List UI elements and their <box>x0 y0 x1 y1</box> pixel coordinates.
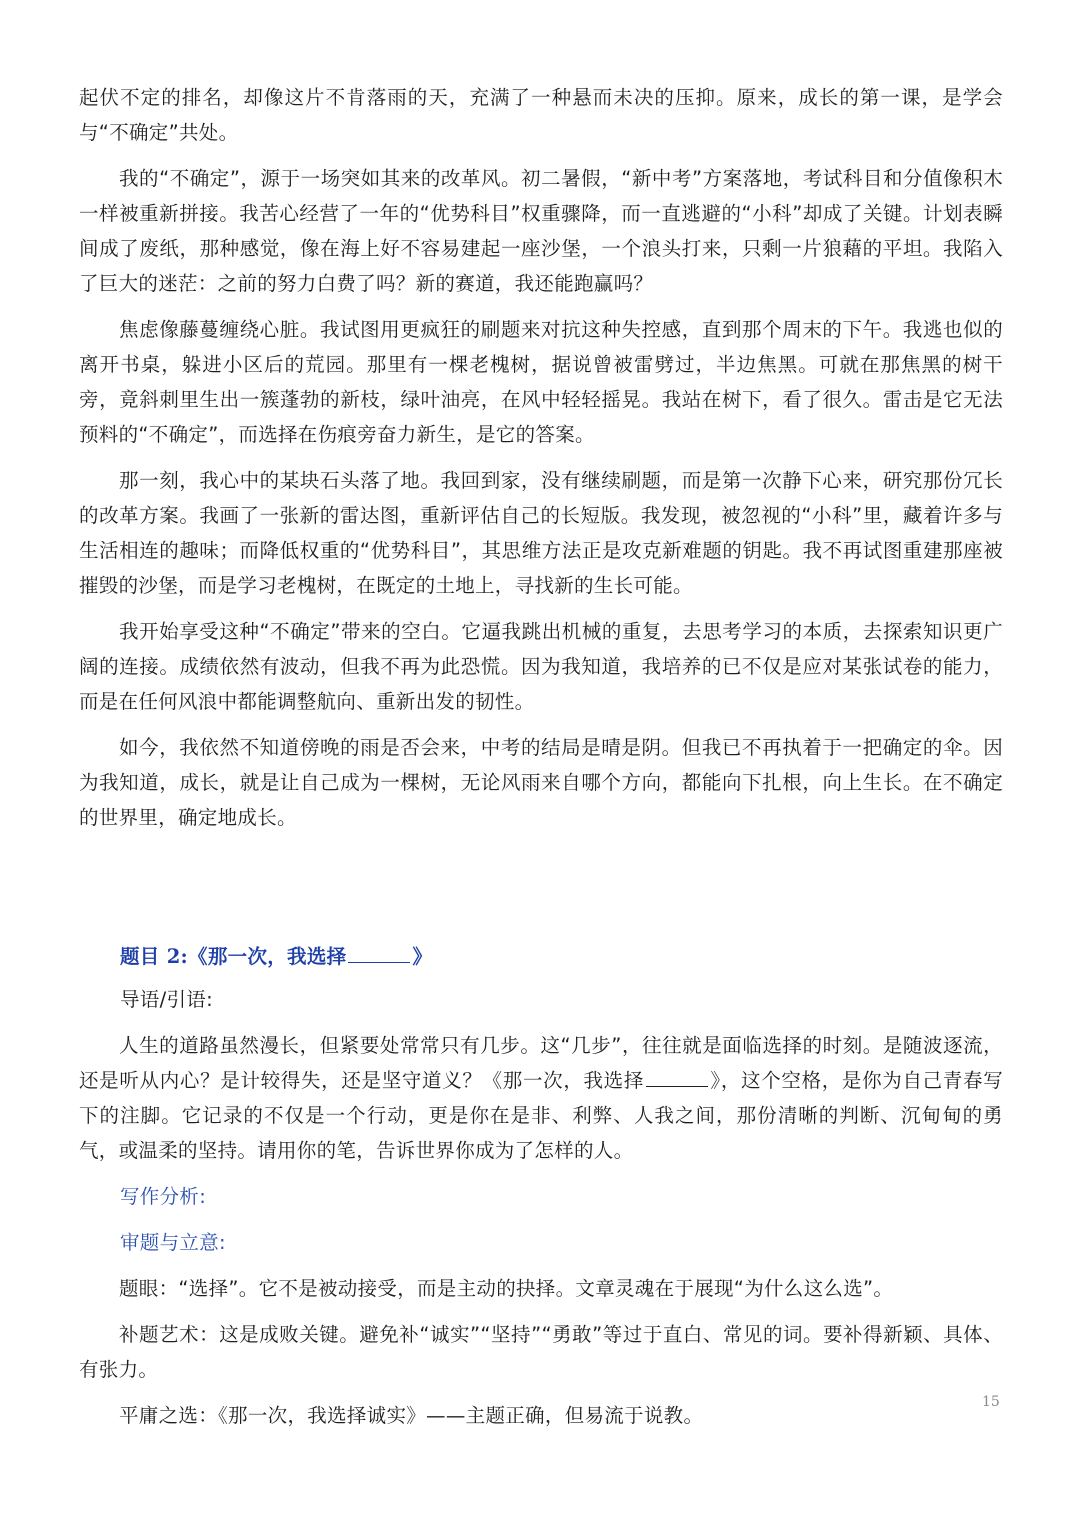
essay-paragraph: 我的“不确定”，源于一场突如其来的改革风。初二暑假，“新中考”方案落地，考试科目和分值像积木一样被重新拼接。我苦心经营了一年的“优势科目”权重骤降，而一直逃避的“小科”却成了关键。计划表瞬间成了废纸，那种感觉，像在海上好不容易建起一座沙堡，一个浪头打来，只剩一片狼藉的平坦。我陷入了巨大的迷茫：之前的努力白费了吗？新的赛道，我还能跑赢吗？ <box>79 167 1003 295</box>
review-label: 审题与立意: <box>120 1231 226 1254</box>
page-number: 15 <box>982 1394 1000 1410</box>
point-mediocre-choice: 平庸之选：《那一次，我选择诚实》——主题正确，但易流于说教。 <box>119 1404 704 1427</box>
essay-body <box>79 80 1003 835</box>
topic-title <box>79 939 1003 974</box>
essay-paragraph: 如今，我依然不知道傍晚的雨是否会来，中考的结局是晴是阴。但我已不再执着于一把确定的伞。因为我知道，成长，就是让自己成为一棵树，无论风雨来自哪个方向，都能向下扎根，向上生长。在不确定的世界里，确定地成长。 <box>79 736 1003 829</box>
analysis-label: 写作分析: <box>120 1185 207 1208</box>
point-fill-art: 补题艺术：这是成败关键。避免补“诚实”“坚持”“勇敢”等过于直白、常见的词。要补得新颖、具体、有张力。 <box>79 1323 1003 1381</box>
essay-paragraph: 我开始享受这种“不确定”带来的空白。它逼我跳出机械的重复，去思考学习的本质，去探索知识更广阔的连接。成绩依然有波动，但我不再为此恐慌。因为我知道，我培养的已不仅是应对某张试卷的能力，而是在任何风浪中都能调整航向、重新出发的韧性。 <box>79 620 1003 713</box>
intro-paragraph <box>79 1028 1003 1168</box>
title-blank <box>348 940 410 963</box>
point-title-eye: 题眼：“选择”。它不是被动接受，而是主动的抉择。文章灵魂在于展现“为什么这么选”。 <box>119 1277 894 1300</box>
intro-blank <box>646 1064 708 1087</box>
intro-text-after: 》，这个空格，是你为自己青春写下的注脚。它记录的不仅是一个行动，更是你在是非、利弊、人我之间，那份清晰的判断、沉甸甸的勇气，或温柔的坚持。请用你的笔，告诉世界你成为了怎样的人。 <box>79 1069 1003 1162</box>
section-gap <box>79 846 1003 939</box>
essay-paragraph: 那一刻，我心中的某块石头落了地。我回到家，没有继续刷题，而是第一次静下心来，研究那份冗长的改革方案。我画了一张新的雷达图，重新评估自己的长短版。我发现，被忽视的“小科”里，藏着许多与生活相连的趣味；而降低权重的“优势科目”，其思维方法正是攻克新难题的钥匙。我不再试图重建那座被摧毁的沙堡，而是学习老槐树，在既定的土地上，寻找新的生长可能。 <box>79 469 1003 597</box>
intro-label: 导语/引语: <box>120 988 213 1011</box>
topic-title-end: 》 <box>412 945 433 968</box>
essay-paragraph: 焦虑像藤蔓缠绕心脏。我试图用更疯狂的刷题来对抗这种失控感，直到那个周末的下午。我逃也似的离开书桌，躲进小区后的荒园。那里有一棵老槐树，据说曾被雷劈过，半边焦黑。可就在那焦黑的树干旁，竟斜刺里生出一簇蓬勃的新枝，绿叶油亮，在风中轻轻摇晃。我站在树下，看了很久。雷击是它无法预料的“不确定”，而选择在伤痕旁奋力新生，是它的答案。 <box>79 318 1003 446</box>
essay-paragraph: 起伏不定的排名，却像这片不肯落雨的天，充满了一种悬而未决的压抑。原来，成长的第一课，是学会与“不确定”共处。 <box>79 86 1003 144</box>
topic-title-text: 题目 2:《那一次，我选择 <box>120 945 347 968</box>
page-content <box>79 80 1003 1444</box>
intro-text-before: 人生的道路虽然漫长，但紧要处常常只有几步。这“几步”，往往就是面临选择的时刻。是随波逐流，还是听从内心？是计较得失，还是坚守道义？《那一次，我选择 <box>79 1034 1003 1092</box>
